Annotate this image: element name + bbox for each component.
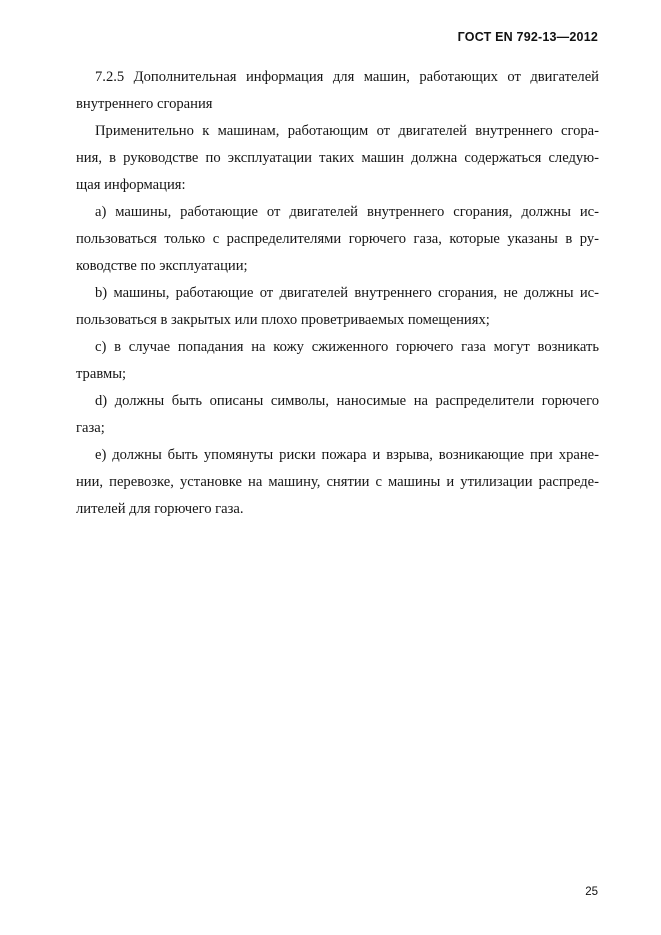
- paragraph-line: газа;: [76, 420, 105, 436]
- paragraph-line: лителей для горючего газа.: [76, 501, 244, 517]
- paragraph-line: ния, в руководстве по эксплуатации таких машин должна содержаться следую-: [76, 150, 599, 166]
- paragraph-line: щая информация:: [76, 177, 186, 193]
- paragraph-line: внутреннего сгорания: [76, 96, 213, 112]
- page-number: 25: [585, 886, 598, 898]
- list-item-e: [57, 442, 599, 523]
- paragraph-line: ководстве по эксплуатации;: [76, 258, 248, 274]
- list-item-b: [57, 280, 599, 334]
- paragraph-line: e) должны быть упомянуты риски пожара и взрыва, возникающие при хране-: [95, 447, 599, 463]
- paragraph-line: пользоваться только с распределителями горючего газа, которые указаны в ру-: [76, 231, 599, 247]
- document-header-code: ГОСТ EN 792-13—2012: [457, 30, 598, 44]
- paragraph-line: травмы;: [76, 366, 127, 382]
- paragraph-line: Применительно к машинам, работающим от двигателей внутреннего сгора-: [95, 123, 599, 139]
- paragraph-line: b) машины, работающие от двигателей внутреннего сгорания, не должны ис-: [95, 285, 599, 301]
- paragraph-section-7-2-5: [57, 64, 599, 118]
- paragraph-line: пользоваться в закрытых или плохо проветриваемых помещениях;: [76, 312, 490, 328]
- paragraph-line: 7.2.5 Дополнительная информация для машин, работающих от двигателей: [95, 69, 599, 85]
- paragraph-line: a) машины, работающие от двигателей внутреннего сгорания, должны ис-: [95, 204, 599, 220]
- paragraph-line: нии, перевозке, установке на машину, снятии с машины и утилизации распреде-: [76, 474, 599, 490]
- document-body: [57, 64, 599, 523]
- paragraph-line: d) должны быть описаны символы, наносимые на распределители горючего: [95, 393, 599, 409]
- list-item-d: [57, 388, 599, 442]
- paragraph-intro: [57, 118, 599, 199]
- list-item-a: [57, 199, 599, 280]
- list-item-c: [57, 334, 599, 388]
- paragraph-line: c) в случае попадания на кожу сжиженного горючего газа могут возникать: [95, 339, 599, 355]
